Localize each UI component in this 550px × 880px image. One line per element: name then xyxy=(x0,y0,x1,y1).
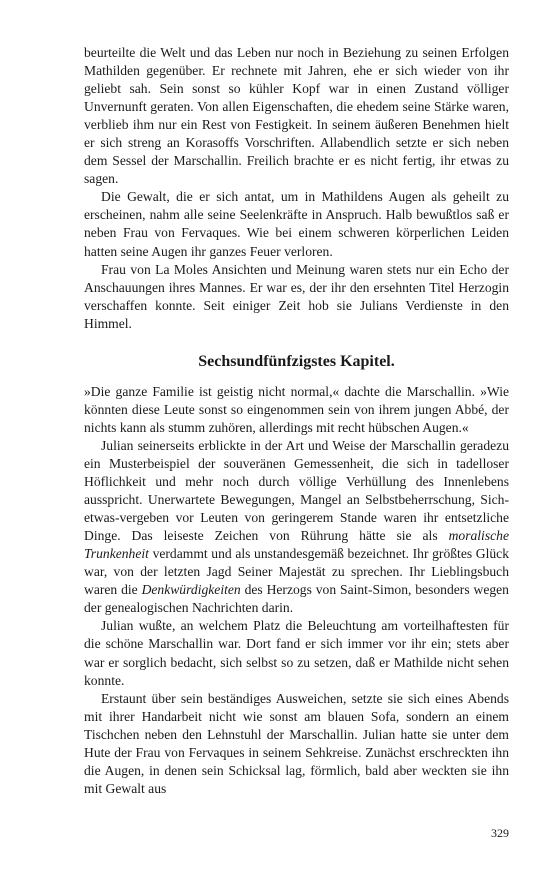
paragraph xyxy=(84,617,509,689)
chapter-title: Sechsundfünfzigstes Kapitel. xyxy=(198,352,395,370)
paragraph xyxy=(84,383,509,437)
page-number: 329 xyxy=(491,826,509,840)
text-run: Julian wußte, an welchem Platz die Beleuchtung am vorteilhaftesten für die schöne Marschallin war. Dort fand er sich immer vor ihr ein; stets aber war er sorglich bedacht, sich selbst so zu setzen, daß er Mathilde nicht sehen konnte. xyxy=(84,618,509,688)
paragraph xyxy=(84,690,509,798)
text-run: des Herzogs von Saint-Simon, besonders wegen der genealogischen Nachrichten darin. xyxy=(84,582,509,616)
paragraph xyxy=(84,261,509,333)
text-before-chapter xyxy=(84,44,509,333)
emphasized-text: moralische Trunkenheit xyxy=(84,528,509,562)
emphasized-text: Denkwürdigkeiten xyxy=(141,582,241,598)
paragraph xyxy=(84,437,509,617)
paragraph xyxy=(84,44,509,188)
text-run: Die Gewalt, die er sich antat, um in Mathildens Augen als geheilt zu erscheinen, nahm alle seine Seelenkräfte in Anspruch. Halb bewußtlos saß er neben Frau von Fervaques. Wie bei einem schweren körperlichen Leiden hatten seine Augen ihr ganzes Feuer verloren. xyxy=(84,189,509,259)
text-run: Julian seinerseits erblickte in der Art und Weise der Marschallin geradezu ein Musterbeispiel der souveränen Gemessenheit, die sich in tadelloser Höflichkeit und mehr noch durch völlige Verhüllung des Innenlebens ausspricht. Unerwartete Bewegungen, Mangel an Selbstbeherrschung, Sich-etwas-vergeben vor Leuten von geringerem Stande waren ihr entsetzliche Dinge. Das leiseste Zeichen von Rührung hätte sie als xyxy=(84,437,509,544)
text-run: Frau von La Moles Ansichten und Meinung waren stets nur ein Echo der Anschauungen ihres Mannes. Er war es, der ihr den ersehnten Titel Herzogin verschaffen konnte. Seit einiger Zeit hob sie Julians Verdienste in den Himmel. xyxy=(84,261,509,331)
paragraph xyxy=(84,188,509,260)
text-run: Erstaunt über sein beständiges Ausweichen, setzte sie sich eines Abends mit ihrer Handarbeit nicht wie sonst am blauen Sofa, sondern an einem Tischchen neben den Lehnstuhl der Marschallin. Julian hatte sie unter dem Hute der Frau von Fervaques in seinem Sehkreise. Zunächst erschreckten ihn die Augen, in denen sein Schicksal lag, förmlich, bald aber weckten sie ihn mit Gewalt aus xyxy=(84,690,509,796)
text-run: beurteilte die Welt und das Leben nur noch in Beziehung zu seinen Erfolgen Mathilden gegenüber. Er rechnete mit Jahren, ehe er sich wieder von ihr geliebt sah. Sein sonst so kühler Kopf war in einen Zustand völliger Unvernunft geraten. Von allen Eigenschaften, die ehedem seine Stärke waren, verblieb ihm nur ein Rest von Festigkeit. In seinem äußeren Benehmen hielt er sich streng an Korasoffs Vorschriften. Allabendlich setzte er sich neben dem Sessel der Marschallin. Freilich brachte er es nicht fertig, ihr etwas zu sagen. xyxy=(84,45,509,187)
chapter-text xyxy=(84,383,509,798)
text-run: »Die ganze Familie ist geistig nicht normal,« dachte die Marschallin. »Wie könnten diese Leute sonst so eingenommen sein von ihrem jungen Abbé, der nichts kann als stumm zuhören, allerdings mit recht hübschen Augen.« xyxy=(84,383,509,435)
text-run: verdammt und als unstandesgemäß bezeichnet. Ihr größtes Glück war, von der letzten Jagd Seiner Majestät zu sprechen. Ihr Lieblingsbuch waren die xyxy=(84,546,509,598)
page-body xyxy=(84,44,509,798)
